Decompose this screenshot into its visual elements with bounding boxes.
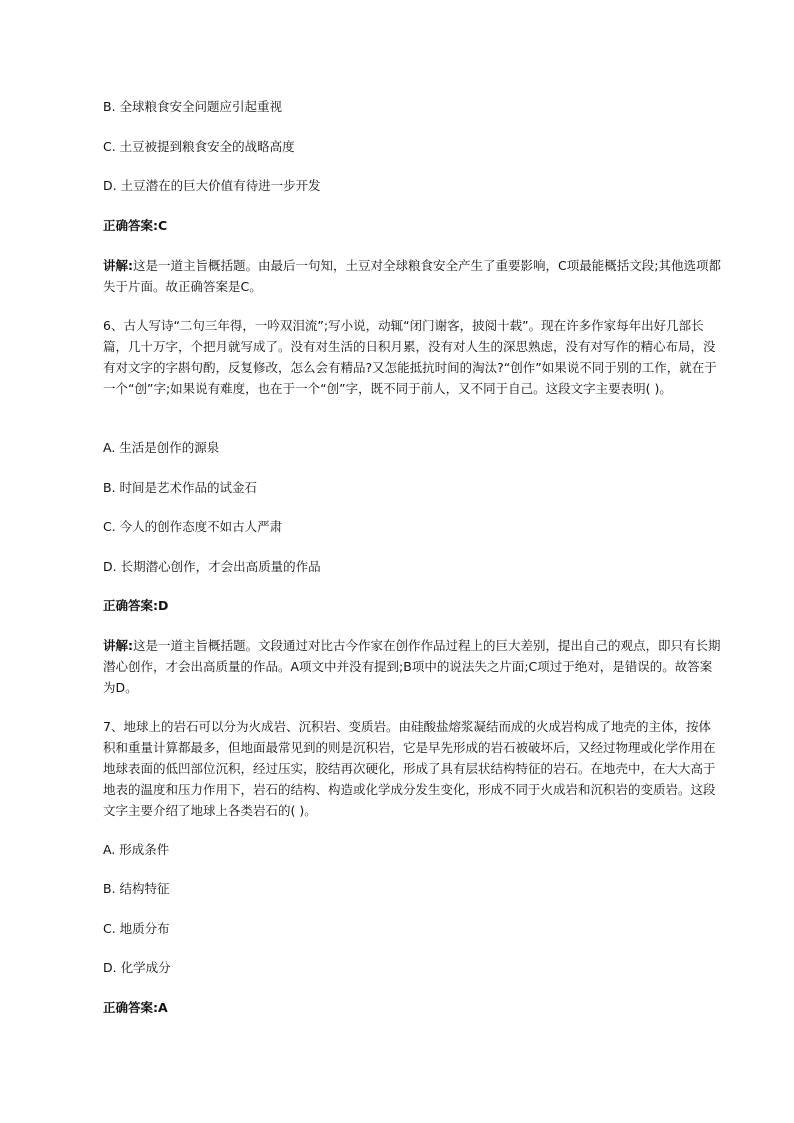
- q7-option-b: B. 结构特征: [103, 881, 170, 896]
- q5-answer-label: 正确答案:: [103, 218, 158, 233]
- q6-answer-value: D: [158, 598, 169, 613]
- q5-option-c: C. 土豆被提到粮食安全的战略高度: [103, 139, 295, 154]
- q7-option-d: D. 化学成分: [103, 960, 171, 975]
- q5-answer: [103, 216, 723, 236]
- q7-answer-value: A: [158, 1000, 168, 1015]
- q5-explain-text: 这是一道主旨概括题。由最后一句知，土豆对全球粮食安全产生了重要影响，C项最能概括文段;其他选项都失于片面。故正确答案是C。: [103, 258, 721, 294]
- q6-option-b: B. 时间是艺术作品的试金石: [103, 480, 258, 495]
- q6-option-d: D. 长期潜心创作，才会出高质量的作品: [103, 559, 321, 574]
- q6-explanation: [103, 635, 723, 698]
- q5-explain-label: 讲解:: [103, 258, 133, 273]
- q6-question: 6、古人写诗“二句三年得，一吟双泪流”;写小说，动辄“闭门谢客，披阅十载”。现在许多作家每年出好几部长篇，几十万字，个把月就写成了。没有对生活的日积月累，没有对人生的深思熟虑，没有对写作的精心布局，没有对文字的字斟句酌，反复修改，怎么会有精品?又怎能抵抗时间的淘汰?“创作”如果说不同于别的工作，就在于一个“创”字;如果说有难度，也在于一个“创”字，既不同于前人，又不同于自己。这段文字主要表明( )。: [103, 318, 717, 396]
- q7-answer-label: 正确答案:: [103, 1000, 158, 1015]
- q7-option-a: A. 形成条件: [103, 842, 170, 857]
- q6-answer-label: 正确答案:: [103, 598, 158, 613]
- q7-answer: [103, 998, 723, 1018]
- q6-option-a: A. 生活是创作的源泉: [103, 440, 220, 455]
- q6-explain-text: 这是一道主旨概括题。文段通过对比古今作家在创作作品过程上的巨大差别，提出自己的观点，即只有长期潜心创作，才会出高质量的作品。A项文中并没有提到;B项中的说法失之片面;C项过于绝对，是错误的。故答案为D。: [103, 638, 721, 695]
- q7-question: 7、地球上的岩石可以分为火成岩、沉积岩、变质岩。由硅酸盐熔浆凝结而成的火成岩构成了地壳的主体，按体积和重量计算都最多，但地面最常见到的则是沉积岩，它是早先形成的岩石被破坏后，又经过物理或化学作用在地球表面的低凹部位沉积，经过压实，胶结再次硬化，形成了具有层状结构特征的岩石。在地壳中，在大大高于地表的温度和压力作用下，岩石的结构、构造或化学成分发生变化，形成不同于火成岩和沉积岩的变质岩。这段文字主要介绍了地球上各类岩石的( )。: [103, 719, 716, 818]
- q6-option-c: C. 今人的创作态度不如古人严肃: [103, 519, 283, 534]
- q5-answer-value: C: [158, 218, 168, 233]
- q5-explanation: [103, 255, 723, 297]
- q6-answer: [103, 596, 723, 616]
- q5-option-b: B. 全球粮食安全问题应引起重视: [103, 99, 283, 114]
- q7-option-c: C. 地质分布: [103, 921, 170, 936]
- q5-option-d: D. 土豆潜在的巨大价值有待进一步开发: [103, 178, 321, 193]
- q6-explain-label: 讲解:: [103, 638, 133, 653]
